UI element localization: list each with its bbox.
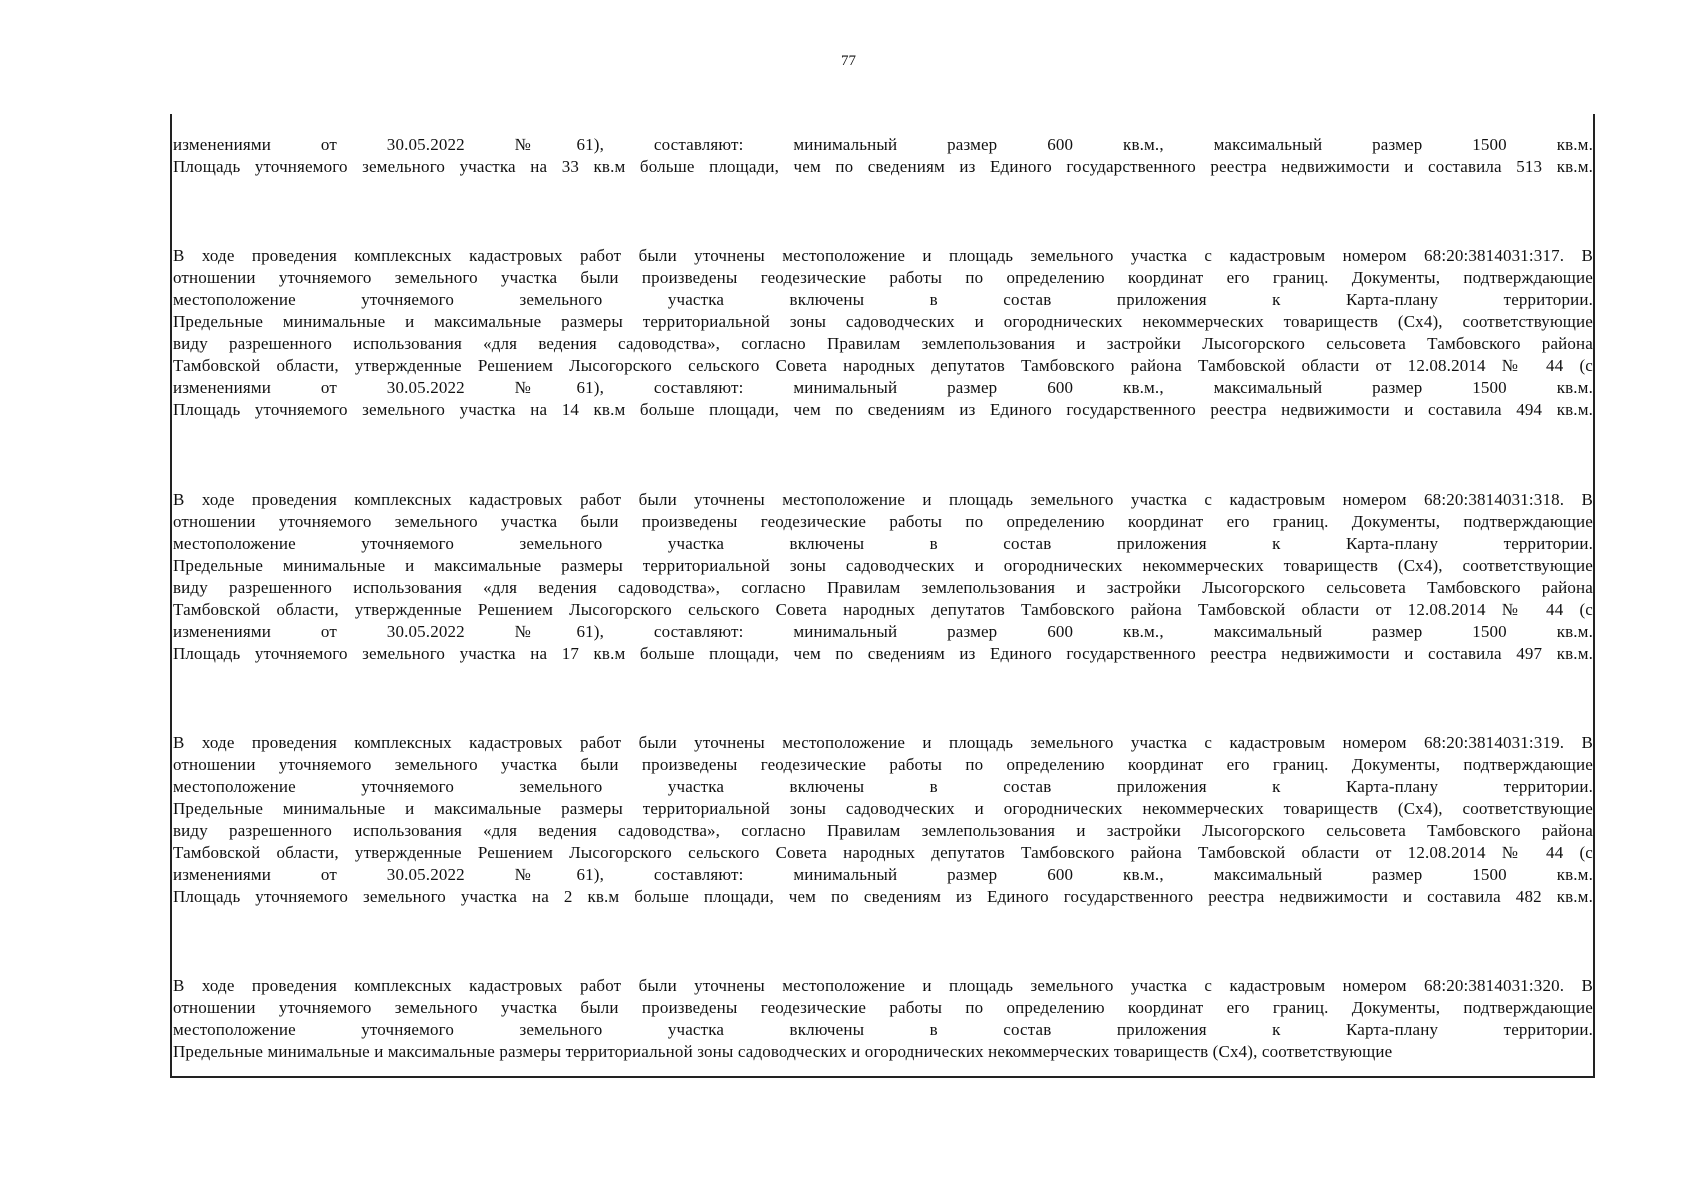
text-line: Тамбовской области, утвержденные Решением Лысогорского сельского Совета народных депутатов Тамбовского района Тамбовской области от 12.08.2014 № 44 (с — [173, 843, 1593, 862]
text-line: В ходе проведения комплексных кадастровых работ были уточнены местоположение и площадь земельного участка с кадастровым номером 68:20:3814031:317. В — [173, 246, 1593, 265]
text-line: отношении уточняемого земельного участка были произведены геодезические работы по определению координат его границ. Документы, подтверждающие — [173, 998, 1593, 1017]
text-line: отношении уточняемого земельного участка были произведены геодезические работы по определению координат его границ. Документы, подтверждающие — [173, 512, 1593, 531]
text-line: Площадь уточняемого земельного участка на 2 кв.м больше площади, чем по сведениям из Единого государственного реестра недвижимости и составила 482 кв.м. — [173, 887, 1593, 906]
text-line: Предельные минимальные и максимальные размеры территориальной зоны садоводческих и огороднических некоммерческих товариществ (Сх4), соответствующие — [173, 312, 1593, 331]
text-line: виду разрешенного использования «для ведения садоводства», согласно Правилам землепользования и застройки Лысогорского сельсовета Тамбовского района — [173, 821, 1593, 840]
record-block — [173, 732, 1593, 908]
text-line: Предельные минимальные и максимальные размеры территориальной зоны садоводческих и огороднических некоммерческих товариществ (Сх4), соответствующие — [173, 556, 1593, 575]
text-line: В ходе проведения комплексных кадастровых работ были уточнены местоположение и площадь земельного участка с кадастровым номером 68:20:3814031:319. В — [173, 733, 1593, 752]
text-line: Площадь уточняемого земельного участка на 14 кв.м больше площади, чем по сведениям из Единого государственного реестра недвижимости и составила 494 кв.м. — [173, 400, 1593, 419]
text-line: изменениями от 30.05.2022 №61), составляют: минимальный размер 600 кв.м., максимальный размер 1500 кв.м. — [173, 622, 1593, 641]
text-line: изменениями от 30.05.2022 №61), составляют: минимальный размер 600 кв.м., максимальный размер 1500 кв.м. — [173, 378, 1593, 397]
text-line: В ходе проведения комплексных кадастровых работ были уточнены местоположение и площадь земельного участка с кадастровым номером 68:20:3814031:320. В — [173, 976, 1593, 995]
text-line: отношении уточняемого земельного участка были произведены геодезические работы по определению координат его границ. Документы, подтверждающие — [173, 268, 1593, 287]
text-line: Тамбовской области, утвержденные Решением Лысогорского сельского Совета народных депутатов Тамбовского района Тамбовской области от 12.08.2014 № 44 (с — [173, 356, 1593, 375]
record-block — [173, 134, 1593, 178]
text-line: виду разрешенного использования «для ведения садоводства», согласно Правилам землепользования и застройки Лысогорского сельсовета Тамбовского района — [173, 578, 1593, 597]
text-line: виду разрешенного использования «для ведения садоводства», согласно Правилам землепользования и застройки Лысогорского сельсовета Тамбовского района — [173, 334, 1593, 353]
text-line: Тамбовской области, утвержденные Решением Лысогорского сельского Совета народных депутатов Тамбовского района Тамбовской области от 12.08.2014 № 44 (с — [173, 600, 1593, 619]
text-line: местоположение уточняемого земельного участка включены в состав приложения к Карта-плану территории. — [173, 534, 1593, 553]
text-line: местоположение уточняемого земельного участка включены в состав приложения к Карта-плану территории. — [173, 290, 1593, 309]
text-line: Предельные минимальные и максимальные размеры территориальной зоны садоводческих и огороднических некоммерческих товариществ (Сх4), соответствующие — [173, 1042, 1393, 1061]
text-line: изменениями от 30.05.2022 №61), составляют: минимальный размер 600 кв.м., максимальный размер 1500 кв.м. — [173, 865, 1593, 884]
record-block — [173, 245, 1593, 421]
record-block — [173, 975, 1593, 1063]
text-line: отношении уточняемого земельного участка были произведены геодезические работы по определению координат его границ. Документы, подтверждающие — [173, 755, 1593, 774]
record-block — [173, 489, 1593, 665]
text-line: изменениями от 30.05.2022 №61), составляют: минимальный размер 600 кв.м., максимальный размер 1500 кв.м. — [173, 135, 1593, 154]
text-line: В ходе проведения комплексных кадастровых работ были уточнены местоположение и площадь земельного участка с кадастровым номером 68:20:3814031:318. В — [173, 490, 1593, 509]
text-line: местоположение уточняемого земельного участка включены в состав приложения к Карта-плану территории. — [173, 777, 1593, 796]
text-line: Предельные минимальные и максимальные размеры территориальной зоны садоводческих и огороднических некоммерческих товариществ (Сх4), соответствующие — [173, 799, 1593, 818]
text-line: местоположение уточняемого земельного участка включены в состав приложения к Карта-плану территории. — [173, 1020, 1593, 1039]
page-number: 77 — [841, 53, 856, 69]
text-line: Площадь уточняемого земельного участка на 33 кв.м больше площади, чем по сведениям из Единого государственного реестра недвижимости и составила 513 кв.м. — [173, 157, 1593, 176]
text-line: Площадь уточняемого земельного участка на 17 кв.м больше площади, чем по сведениям из Единого государственного реестра недвижимости и составила 497 кв.м. — [173, 644, 1593, 663]
